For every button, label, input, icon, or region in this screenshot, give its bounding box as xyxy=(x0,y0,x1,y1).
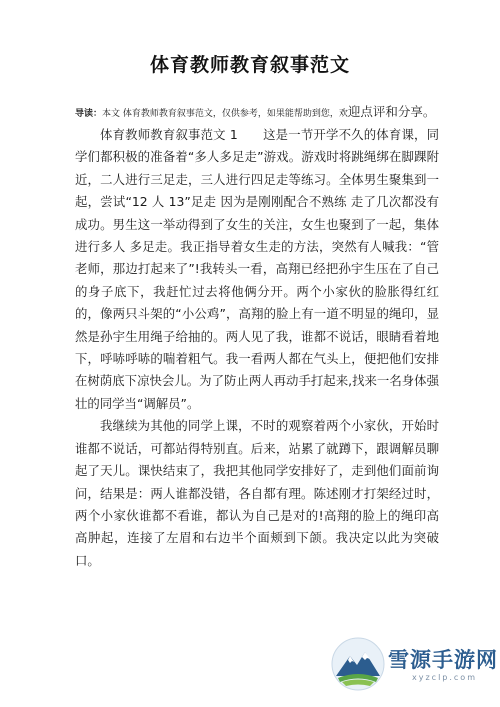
intro-line xyxy=(75,105,435,121)
paragraph: 我继续为其他的同学上课，不时的观察着两个小家伙，开始时谁都不说话，可都站得特别直。后来，站累了就蹲下，跟调解员聊起了天儿。课快结束了，我把其他同学安排好了，走到他们面前询问，结果是：两人谁都没错，各自都有理。陈述刚才打架经过时，两个小家伙谁都不看谁，都认为自己是对的!高翔的脸上的绳印高高肿起，连接了左眉和右边半个面颊到下颌。我决定以此为突破口。 xyxy=(75,418,439,568)
intro-text-end: 迎点评和分享。 xyxy=(347,104,436,119)
intro-text: 本文 体育教师教育叙事范文，仅供参考，如果能帮助到您，欢 xyxy=(102,109,348,119)
paragraph: 体育教师教育叙事范文 1 这是一节开学不久的体育课，同学们都积极的准备着“多人多足走”游戏。游戏时将跳绳绑在脚踝附近，二人进行三足走，三人进行四足走等练习。全体男生聚集到一起，尝试“12 人 13”足走 因为是刚刚配合不熟练 走了几次都没有成功。男生这一举动得到了女生的关注，女生也聚到了一起，集体进行多人 多足走。我正指导着女生走的方法，突然有人喊我：“管老师，那边打起来了”!我转头一看，高翔已经把孙宇生压在了自己的身子底下，我赶忙过去将他俩分开。两个小家伙的脸胀得红红的，像两只斗架的“小公鸡”，高翔的脸上有一道不明显的绳印，显然是孙宇生用绳子给抽的。两人见了我，谁都不说话，眼睛看着地下，呼哧呼哧的喘着粗气。我一看两人都在气头上，便把他们安排在树荫底下凉快会儿。为了防止两人再动手打起来,找来一名身体强壮的同学当“调解员”。 xyxy=(75,127,439,411)
document-body xyxy=(75,124,439,572)
watermark-domain: xyzclp.com xyxy=(412,673,477,682)
mountain-logo-icon xyxy=(330,636,386,692)
watermark-name: 雪源手游网 xyxy=(388,648,498,672)
document-title: 体育教师教育叙事范文 xyxy=(149,54,350,76)
intro-label: 导读： xyxy=(75,109,103,119)
site-watermark xyxy=(330,630,500,707)
